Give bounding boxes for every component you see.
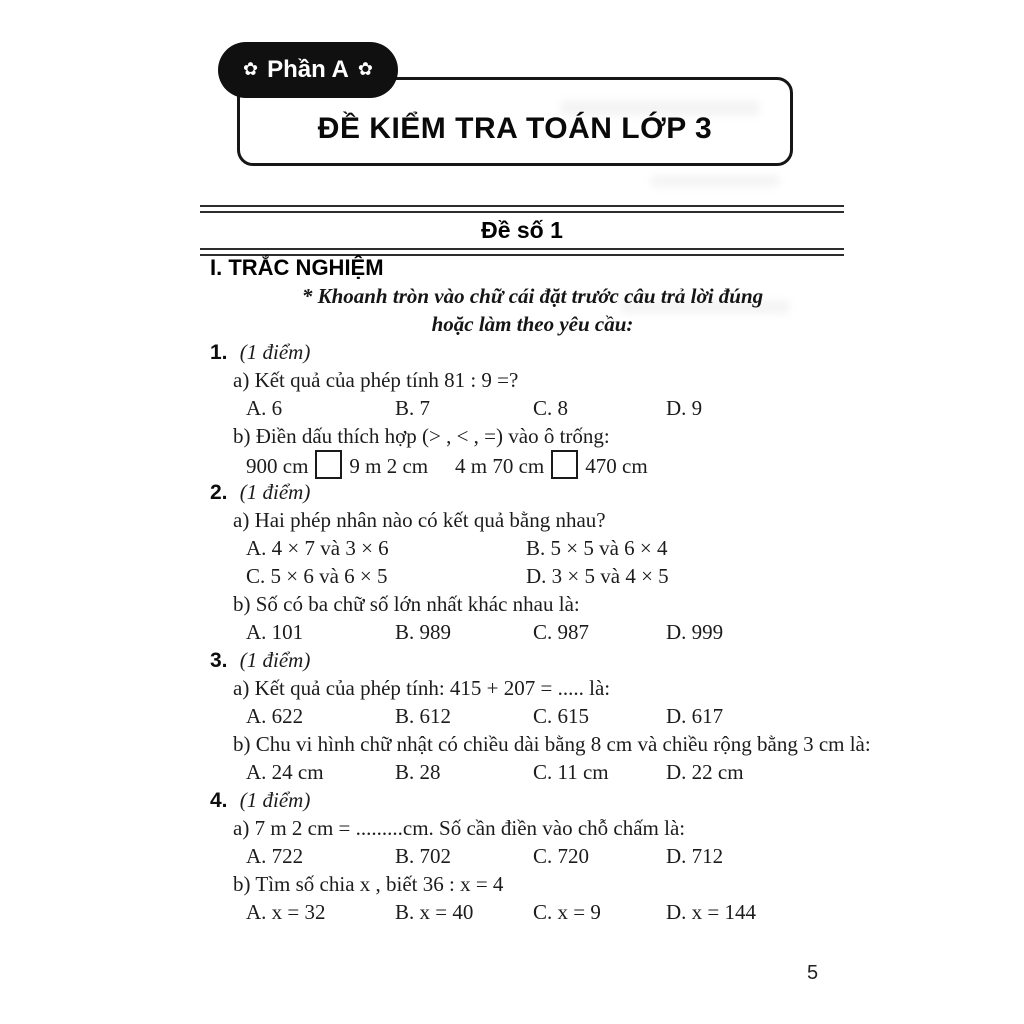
double-rule-top bbox=[200, 205, 844, 213]
option-c: C. 987 bbox=[533, 620, 590, 644]
question-3a-options bbox=[210, 702, 855, 730]
question-points: (1 điểm) bbox=[239, 340, 311, 364]
part-badge bbox=[218, 42, 398, 98]
question-points: (1 điểm) bbox=[239, 788, 311, 812]
question-1b-text: b) Điền dấu thích hợp (> , < , =) vào ô trống: bbox=[233, 424, 610, 448]
question-3b-text: b) Chu vi hình chữ nhật có chiều dài bằng 8 cm và chiều rộng bằng 3 cm là: bbox=[233, 732, 871, 756]
question-2-header bbox=[210, 478, 855, 506]
option-a: A. x = 32 bbox=[246, 900, 326, 924]
fill-right-before: 4 m 70 cm bbox=[455, 454, 545, 478]
section-heading: I. TRẮC NGHIỆM bbox=[210, 255, 384, 280]
option-a: A. 101 bbox=[246, 620, 304, 644]
option-c: C. 11 cm bbox=[533, 760, 609, 784]
option-a: A. 24 cm bbox=[246, 760, 324, 784]
option-d: D. 9 bbox=[666, 396, 703, 420]
option-b: B. 612 bbox=[395, 704, 452, 728]
option-c: C. 615 bbox=[533, 704, 590, 728]
fill-comparison-right bbox=[455, 450, 648, 480]
option-a: A. 6 bbox=[246, 396, 283, 420]
question-number: 2. bbox=[210, 481, 228, 504]
option-d: D. 712 bbox=[666, 844, 724, 868]
option-a: A. 622 bbox=[246, 704, 304, 728]
question-4b-options bbox=[210, 898, 855, 926]
question-4a-text: a) 7 m 2 cm = .........cm. Số cần điền vào chỗ chấm là: bbox=[233, 816, 686, 840]
option-b: B. 702 bbox=[395, 844, 452, 868]
question-2a-options-row-2 bbox=[210, 562, 855, 590]
option-c: C. 8 bbox=[533, 396, 569, 420]
book-title: ĐỀ KIỂM TRA TOÁN LỚP 3 bbox=[317, 111, 713, 145]
question-number: 3. bbox=[210, 649, 228, 672]
question-1-header bbox=[210, 338, 855, 366]
option-a: A. 722 bbox=[246, 844, 304, 868]
option-b: B. 28 bbox=[395, 760, 441, 784]
fill-left-before: 900 cm bbox=[246, 454, 309, 478]
option-d: D. 22 cm bbox=[666, 760, 744, 784]
option-d: D. 999 bbox=[666, 620, 724, 644]
question-3a-text: a) Kết quả của phép tính: 415 + 207 = ..... là: bbox=[233, 676, 611, 700]
question-4-header bbox=[210, 786, 855, 814]
page-number: 5 bbox=[807, 962, 819, 984]
question-points: (1 điểm) bbox=[239, 480, 311, 504]
option-c: C. x = 9 bbox=[533, 900, 601, 924]
question-2b-options bbox=[210, 618, 855, 646]
question-1b-fill-row bbox=[210, 450, 855, 478]
option-d: D. 3 × 5 và 4 × 5 bbox=[526, 564, 669, 588]
answer-box bbox=[315, 450, 342, 479]
test-banner bbox=[200, 205, 844, 256]
test-number-title: Đề số 1 bbox=[481, 217, 563, 243]
option-d: D. 617 bbox=[666, 704, 724, 728]
option-b: B. 5 × 5 và 6 × 4 bbox=[526, 536, 668, 560]
flower-icon: ✿ bbox=[357, 59, 373, 80]
question-3b-options bbox=[210, 758, 855, 786]
option-a: A. 4 × 7 và 3 × 6 bbox=[246, 536, 389, 560]
part-badge-label: Phần A bbox=[267, 56, 349, 83]
fill-left-after: 9 m 2 cm bbox=[349, 454, 429, 478]
question-3-header bbox=[210, 646, 855, 674]
question-2b-text: b) Số có ba chữ số lớn nhất khác nhau là: bbox=[233, 592, 580, 616]
fill-right-after: 470 cm bbox=[585, 454, 648, 478]
question-4a-options bbox=[210, 842, 855, 870]
option-b: B. 7 bbox=[395, 396, 431, 420]
question-1a-options bbox=[210, 394, 855, 422]
question-number: 1. bbox=[210, 341, 228, 364]
instruction-line-1: * Khoanh tròn vào chữ cái đặt trước câu trả lời đúng bbox=[301, 284, 764, 308]
question-number: 4. bbox=[210, 789, 228, 812]
scan-smudge bbox=[650, 175, 780, 187]
answer-box bbox=[551, 450, 578, 479]
option-d: D. x = 144 bbox=[666, 900, 757, 924]
test-content bbox=[210, 254, 871, 926]
question-2a-options-row-1 bbox=[210, 534, 855, 562]
option-c: C. 720 bbox=[533, 844, 590, 868]
question-1a-text: a) Kết quả của phép tính 81 : 9 =? bbox=[233, 368, 519, 392]
question-2a-text: a) Hai phép nhân nào có kết quả bằng nhau? bbox=[233, 508, 606, 532]
option-c: C. 5 × 6 và 6 × 5 bbox=[246, 564, 388, 588]
question-points: (1 điểm) bbox=[239, 648, 311, 672]
flower-icon: ✿ bbox=[243, 59, 259, 80]
instruction-line-2: hoặc làm theo yêu cầu: bbox=[431, 312, 634, 336]
option-b: B. x = 40 bbox=[395, 900, 474, 924]
option-b: B. 989 bbox=[395, 620, 452, 644]
fill-comparison-left bbox=[246, 454, 428, 478]
question-4b-text: b) Tìm số chia x , biết 36 : x = 4 bbox=[233, 872, 504, 896]
